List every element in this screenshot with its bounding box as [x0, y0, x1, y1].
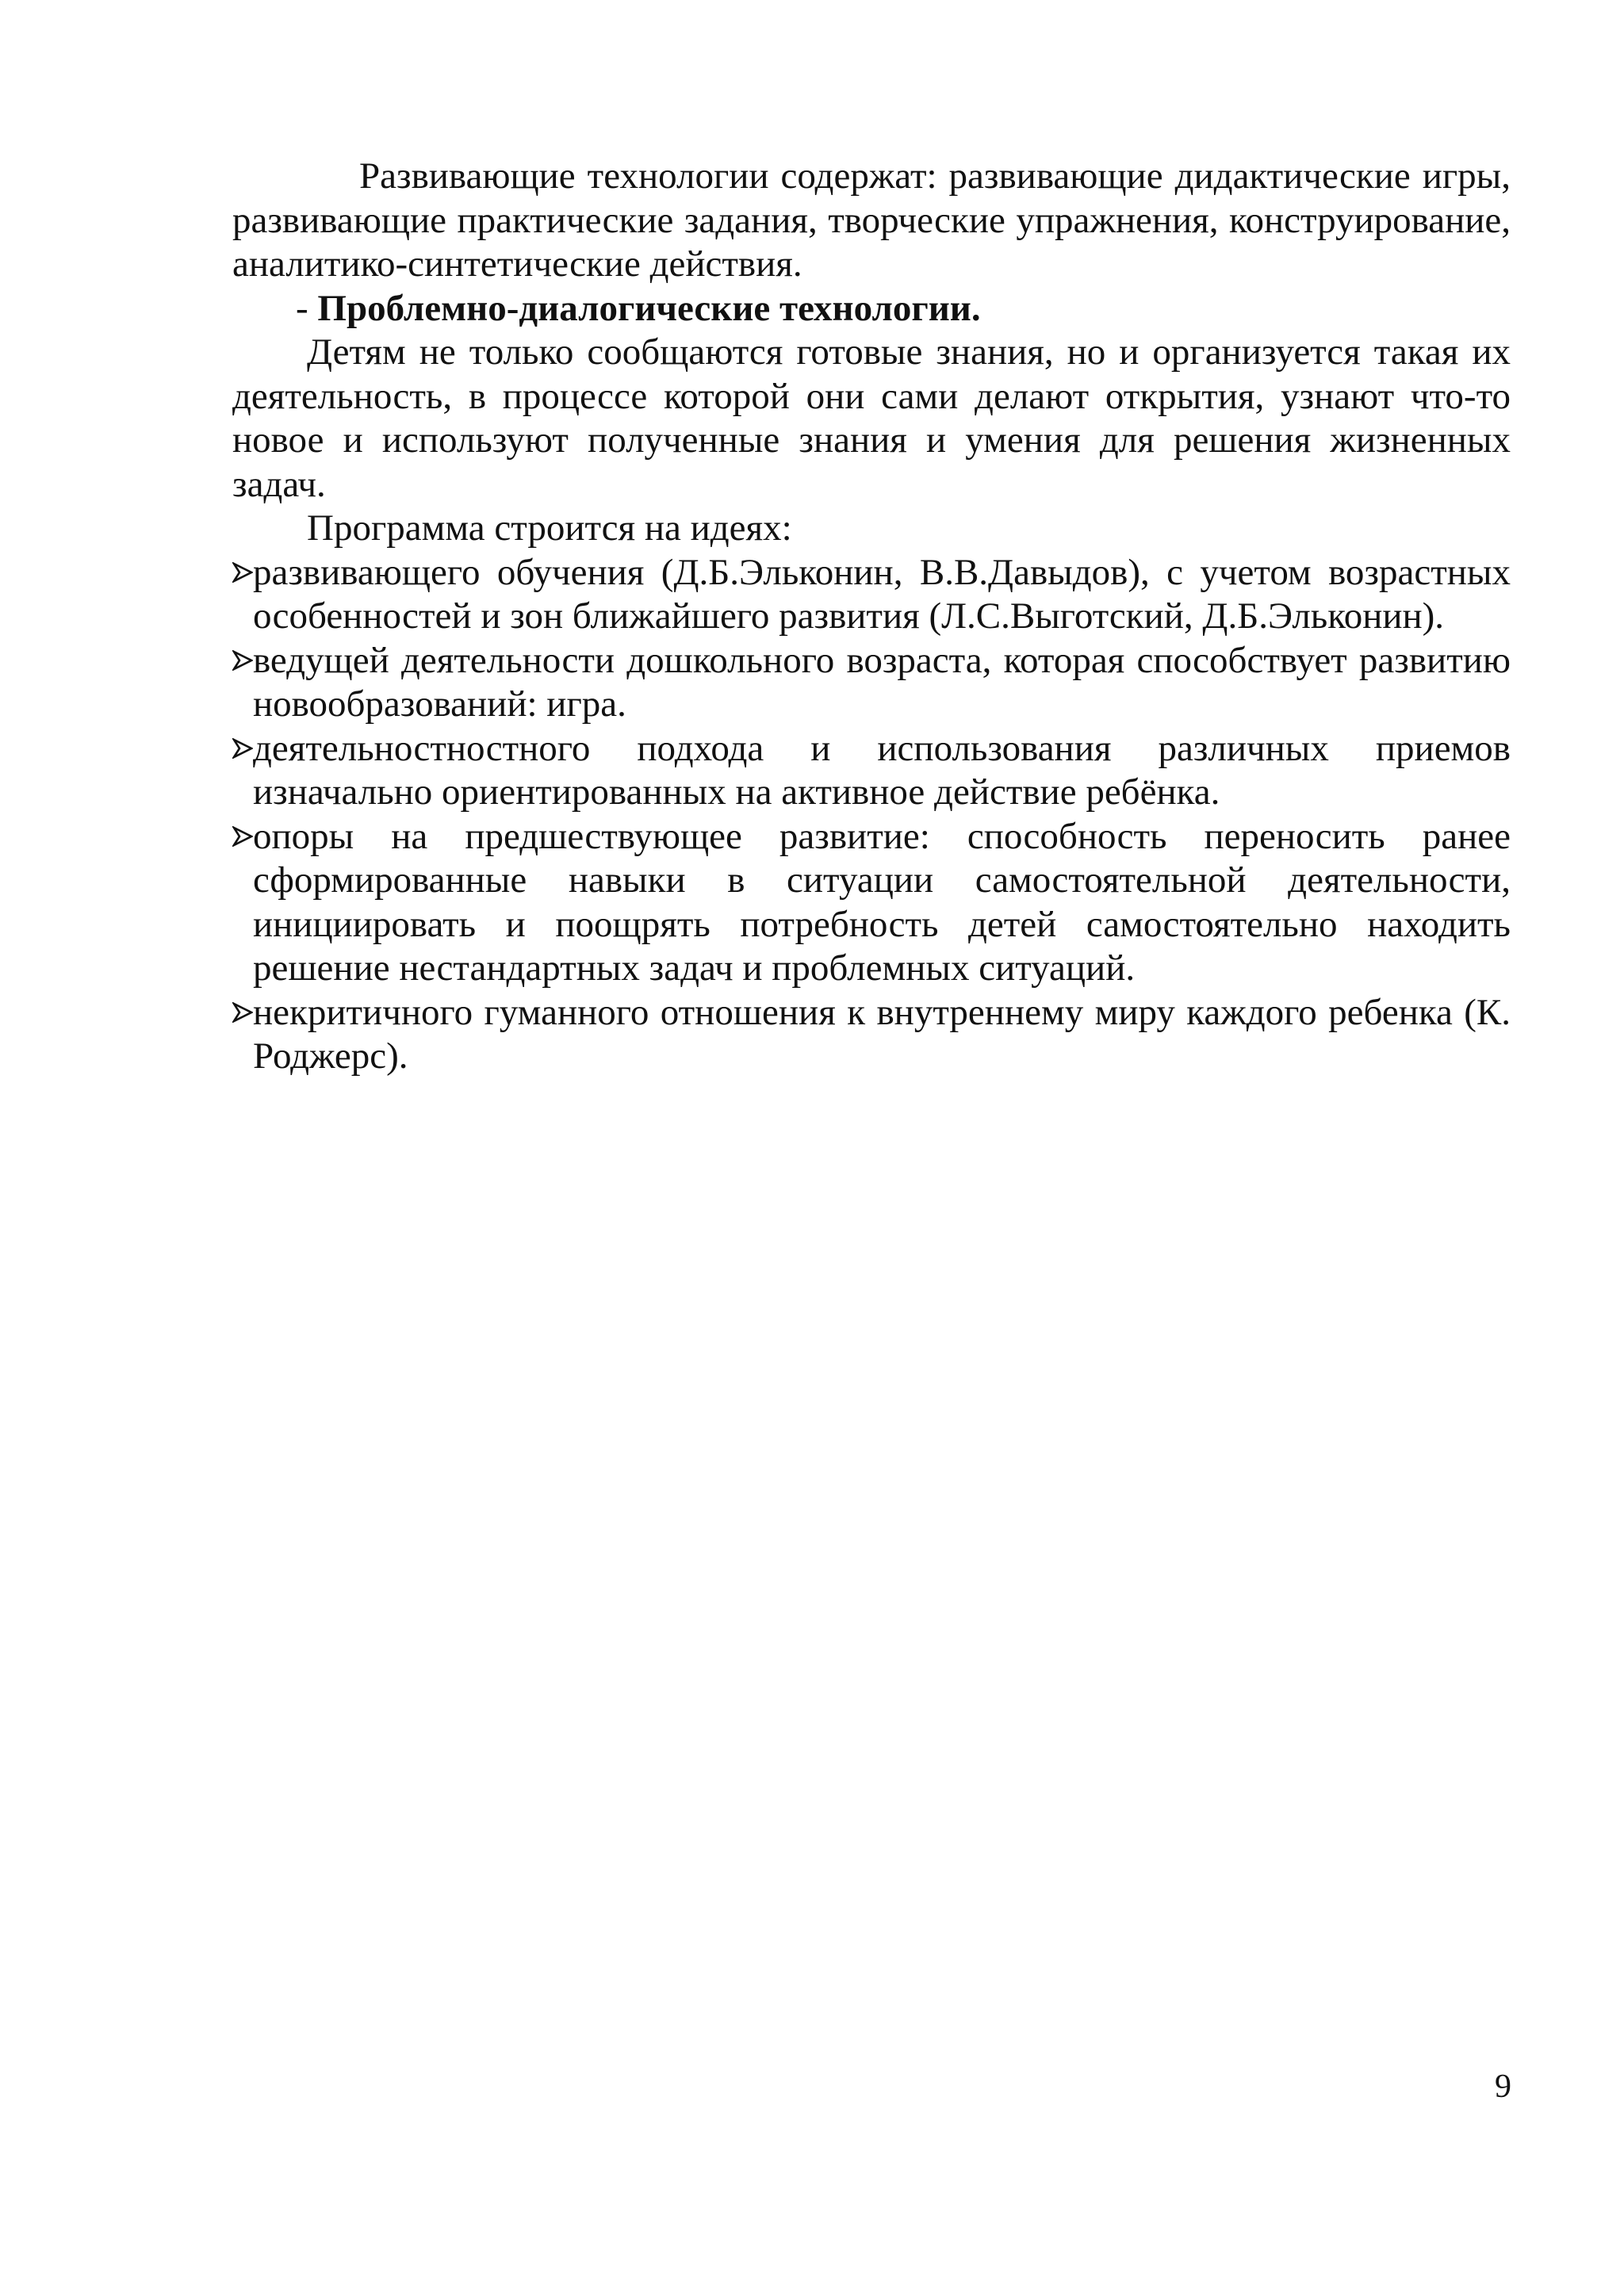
list-item-text: развивающего обучения (Д.Б.Эльконин, В.В.Давыдов), с учетом возрастных особенностей и зон ближайшего развития (Л.С.Выготский, Д.Б.Эльконин).	[253, 551, 1511, 637]
list-item	[232, 815, 1511, 991]
section-heading	[232, 287, 1511, 331]
heading-dash: -	[296, 287, 318, 329]
arrowhead-bullet-icon	[232, 826, 253, 847]
list-item	[232, 639, 1511, 727]
arrowhead-bullet-icon	[232, 738, 253, 759]
ideas-list	[232, 551, 1511, 1079]
paragraph-developing-technologies: Развивающие технологии содержат: развивающие дидактические игры, развивающие практические задания, творческие упражнения, конструирование, аналитико-синтетические действия.	[232, 155, 1511, 285]
list-item	[232, 991, 1511, 1079]
paragraph-program-ideas: Программа строится на идеях:	[307, 507, 792, 549]
list-item-text: деятельностностного подхода и использования различных приемов изначально ориентированных на активное действие ребёнка.	[253, 727, 1511, 813]
arrowhead-bullet-icon	[232, 562, 253, 583]
list-item-text: некритичного гуманного отношения к внутреннему миру каждого ребенка (К. Роджерс).	[253, 991, 1511, 1077]
arrowhead-bullet-icon	[232, 650, 253, 671]
list-item	[232, 727, 1511, 815]
page-number: 9	[1495, 2068, 1511, 2105]
heading-title: Проблемно-диалогические технологии.	[317, 287, 981, 329]
list-item	[232, 551, 1511, 639]
arrowhead-bullet-icon	[232, 1002, 253, 1023]
paragraph-problem-dialogue: Детям не только сообщаются готовые знания, но и организуется такая их деятельность, в процессе которой они сами делают открытия, узнают что-то новое и используют полученные знания и умения для решения жизненных задач.	[232, 331, 1511, 505]
list-item-text: ведущей деятельности дошкольного возраста, которая способствует развитию новообразований: игра.	[253, 639, 1511, 725]
list-item-text: опоры на предшествующее развитие: способность переносить ранее сформированные навыки в ситуации самостоятельной деятельности, инициировать и поощрять потребность детей самостоятельно находить решение нестандартных задач и проблемных ситуаций.	[253, 815, 1511, 989]
page-body	[232, 155, 1511, 1079]
